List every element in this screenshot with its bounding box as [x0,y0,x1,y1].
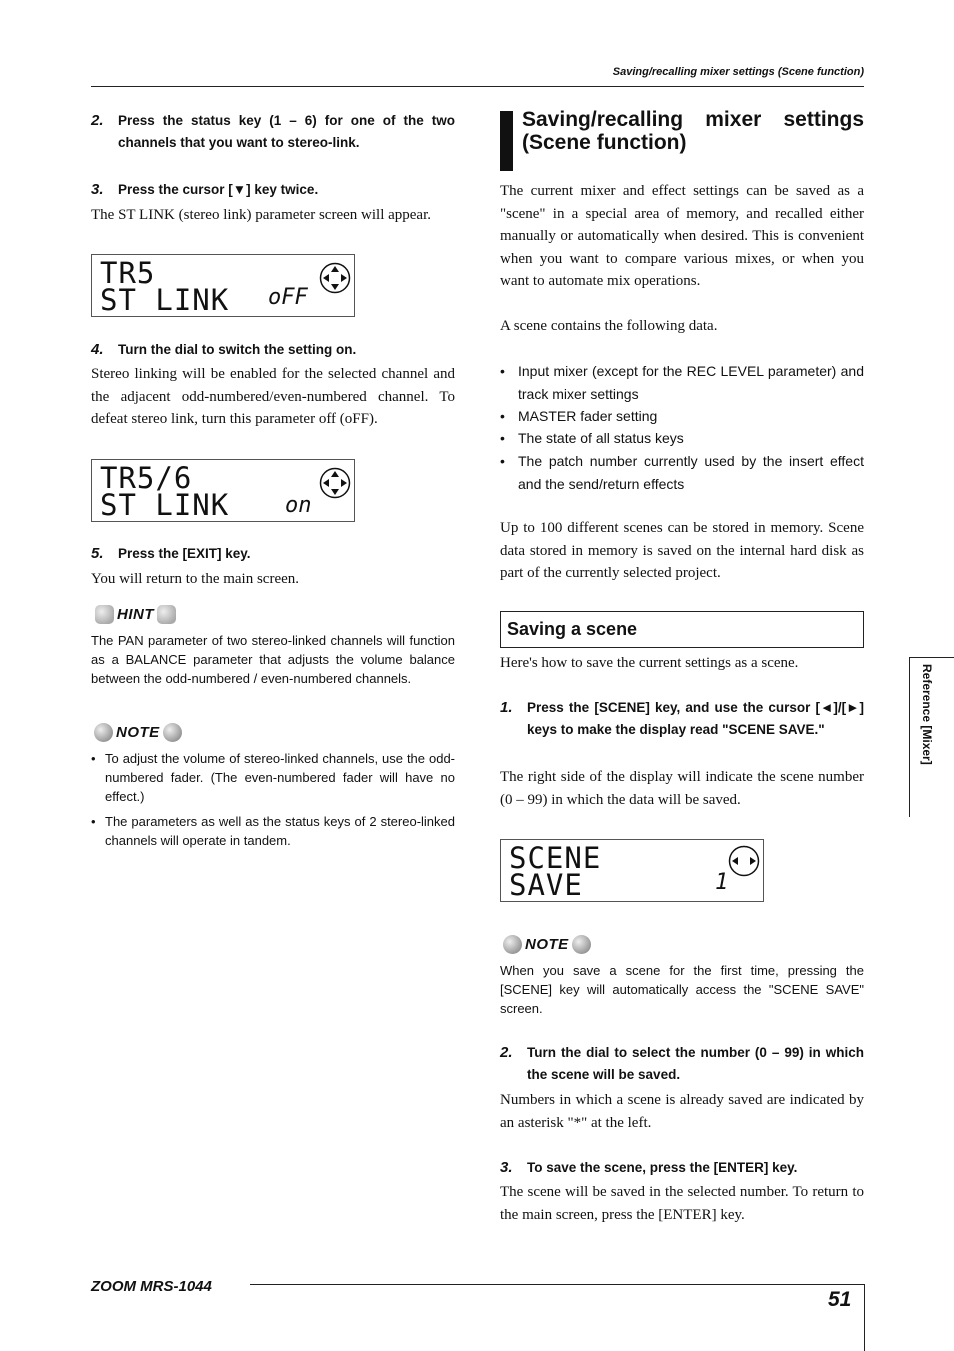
note-badge [503,934,591,954]
step-3-left [91,179,455,201]
note-bullet-text: To adjust the volume of stereo-linked channels, use the odd-numbered fader. (The even-numbered fader will have no effect.) [105,751,455,804]
bullet-dot: • [500,408,505,424]
step-number: 1. [500,699,513,716]
step-3-right [500,1157,864,1179]
step-4-left [91,339,455,361]
cursor-4way-icon [319,467,351,499]
data-bullet [500,360,864,405]
step-text: Press the cursor [▼] key twice. [118,182,319,197]
heading-bar [500,111,513,171]
subheading-box [500,611,864,648]
data-bullet-text: The patch number currently used by the insert effect and the send/return effects [518,453,864,492]
lcd-display-scene-save [500,839,764,902]
lcd-display-st-link-off [91,254,355,317]
bullet-dot: • [91,751,96,766]
bullet-dot: • [500,453,505,469]
capacity-paragraph: Up to 100 different scenes can be stored in memory. Scene data stored in memory is saved on the internal hard disk as part of the currently selected project. [500,520,864,581]
lcd-display-st-link-on [91,459,355,522]
note-ball-icon [572,935,591,954]
intro-paragraph: The current mixer and effect settings can be saved as a "scene" in a special area of memory, and recalled either manually or automatically when desired. This is convenient when you want to compare various mixes, or when you want to automate mix operations. [500,183,864,289]
lcd-line-1: SCENE [509,841,602,875]
step-5-body: You will return to the main screen. [91,571,300,587]
step-text: Press the [EXIT] key. [118,546,251,561]
step-3-body: The ST LINK (stereo link) parameter screen will appear. [91,207,432,223]
data-bullet-text: Input mixer (except for the REC LEVEL parameter) and track mixer settings [518,363,864,402]
note-badge [94,722,182,742]
lcd-line-1: TR5 [100,256,156,290]
lcd-value: oFF [268,285,308,310]
side-tab-label: Reference [Mixer] [920,664,934,765]
hint-square-icon [157,605,176,624]
step-text: Turn the dial to switch the setting on. [118,342,357,357]
top-rule [91,86,864,87]
step-number: 3. [500,1159,513,1176]
data-bullet [500,450,864,495]
hint-text: The PAN parameter of two stereo-linked channels will function as a BALANCE parameter that adjusts the volume balance between the odd-numbered / even-numbered channels. [91,633,455,686]
note-text: When you save a scene for the first time, pressing the [SCENE] key will automatically access the "SCENE SAVE" screen. [500,963,864,1016]
footer-rule [250,1284,864,1285]
note-label: NOTE [116,723,160,741]
lcd-line-2: ST LINK [100,488,230,522]
running-title: Saving/recalling mixer settings (Scene function) [612,66,864,78]
cursor-left-right-icon [728,845,760,877]
data-bullet-text: MASTER fader setting [518,408,658,424]
step-number: 5. [91,545,104,562]
lcd-line-2: SAVE [509,868,583,902]
contains-paragraph: A scene contains the following data. [500,318,718,334]
step-number: 4. [91,341,104,358]
note-ball-icon [503,935,522,954]
cursor-4way-icon [319,262,351,294]
step-text: To save the scene, press the [ENTER] key. [527,1160,798,1175]
step-4-body: Stereo linking will be enabled for the selected channel and the adjacent odd-numbered/even-numbered channel. To defeat stereo link, turn this parameter off (oFF). [91,366,455,427]
subsection-intro: Here's how to save the current settings as a scene. [500,655,799,671]
footer-model: ZOOM MRS-1044 [91,1278,212,1295]
note-bullet [91,749,455,806]
bullet-dot: • [91,814,96,829]
step-number: 2. [500,1044,513,1061]
note-ball-icon [94,723,113,742]
step-2-right [500,1042,864,1086]
step-number: 3. [91,181,104,198]
note-bullet [91,812,455,850]
data-bullet [500,427,864,450]
bullet-dot: • [500,430,505,446]
step-2-body: Numbers in which a scene is already saved are indicated by an asterisk "*" at the left. [500,1092,864,1131]
bullet-dot: • [500,363,505,379]
step-text: Press the status key (1 – 6) for one of the two channels that you want to stereo-link. [118,113,455,150]
step-text: Turn the dial to select the number (0 – 99) in which the scene will be saved. [527,1045,864,1082]
subheading: Saving a scene [507,619,638,639]
hint-label: HINT [117,605,154,623]
hint-square-icon [95,605,114,624]
lcd-line-2: ST LINK [100,283,230,317]
step-1-body: The right side of the display will indicate the scene number (0 – 99) in which the data will be saved. [500,769,864,808]
section-heading: Saving/recalling mixer settings (Scene function) [522,108,864,154]
step-3-body: The scene will be saved in the selected number. To return to the main screen, press the [ENTER] key. [500,1184,864,1223]
lcd-line-1: TR5/6 [100,461,193,495]
side-tab [909,657,954,817]
note-label: NOTE [525,935,569,953]
step-2-left [91,110,455,154]
note-bullet-text: The parameters as well as the status keys of 2 stereo-linked channels will operate in tandem. [105,814,455,848]
footer-vertical-rule [864,1284,865,1351]
page-number: 51 [828,1288,852,1311]
data-bullet [500,405,864,428]
step-1-right [500,697,864,741]
step-5-left [91,543,455,565]
step-number: 2. [91,112,104,129]
data-bullet-text: The state of all status keys [518,430,684,446]
lcd-value: on [285,493,312,518]
lcd-value: 1 [715,870,729,895]
hint-badge [95,604,176,624]
note-ball-icon [163,723,182,742]
step-text: Press the [SCENE] key, and use the cursor [◄]/[►] keys to make the display read "SCENE SAVE." [527,700,864,737]
